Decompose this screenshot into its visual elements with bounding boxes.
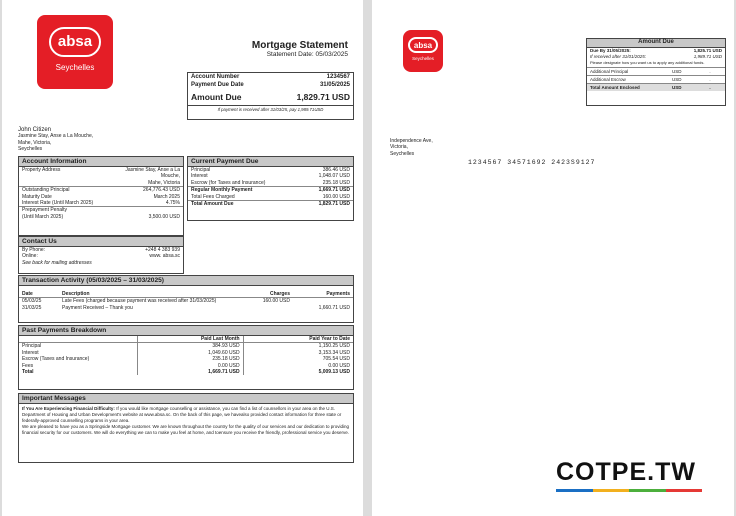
past-payments-heading: Past Payments Breakdown — [19, 326, 353, 336]
logo-wordmark: absa — [408, 37, 438, 53]
past-row-label: Total — [22, 369, 34, 376]
customer-addr-line: Jasmine Stay, Anse a La Mouche, — [18, 133, 94, 140]
coupon-row-value: . — [709, 85, 711, 90]
coupon-row-currency: USD — [672, 77, 682, 82]
property-line: Jasmine Stay, Anse a La — [125, 167, 180, 173]
past-row-ytd: 3,153.34 USD — [243, 350, 353, 356]
account-number: 1234567 — [326, 74, 350, 80]
penalty-label: Prepayment Penalty — [22, 207, 68, 214]
past-row-last: 384.93 USD — [137, 343, 243, 350]
due-date-label: Payment Due Date — [191, 82, 244, 89]
tx-description: Payment Received – Thank you — [62, 304, 133, 311]
account-information-box — [18, 156, 184, 236]
hardship-text: If you would like mortgage counselling or assistance, you can find a list of counsellors in your area on the U.S. Department of Housing and Urban Development's website at www.absa.sc. On the back of this page, we havealso provided contact information for three state or federally-approved counselling programs in your area. — [22, 406, 342, 423]
maturity-label: Maturity Date — [22, 193, 52, 200]
back-addr-line: Victoria, — [390, 144, 408, 151]
online-label: Online: — [22, 253, 38, 260]
amount-due: 1,829.71 USD — [296, 91, 350, 102]
logo-wordmark: absa — [49, 27, 101, 57]
watermark-bar-segment — [629, 489, 666, 492]
tx-description: Late Fees (charged because payment was received after 31/03/2025) — [62, 298, 217, 305]
account-number-label: Account Number — [191, 74, 240, 80]
coupon-heading: Amount Due — [587, 39, 725, 48]
tx-charges — [233, 305, 293, 311]
coupon-row-value: . — [709, 77, 711, 82]
watermark-color-bar — [556, 489, 702, 492]
col-paid-last-month: Paid Last Month — [137, 336, 243, 343]
payment-row-value: 386.46 USD — [322, 167, 350, 173]
late-payment-note: If payment is received after 31/03/25, pay 1,989.71USD — [188, 105, 353, 112]
payment-row-label: Interest — [191, 173, 208, 180]
payment-row-label: Escrow (for Taxes and Insurance) — [191, 179, 266, 186]
past-row-ytd: 0.00 USD — [243, 363, 353, 369]
prepayment-penalty: 3,500.00 USD — [148, 213, 180, 220]
payment-row-value: 160.00 USD — [322, 193, 350, 200]
tx-date: 05/03/25 — [22, 298, 42, 305]
customer-addr-line: Mahe, Victoria, — [18, 139, 52, 146]
watermark-bar-segment — [593, 489, 630, 492]
current-payment-heading: Current Payment Due — [188, 157, 353, 167]
customer-name: John Citizen — [18, 127, 52, 133]
customer-address — [18, 127, 93, 153]
col-paid-ytd: Paid Year to Date — [243, 336, 353, 343]
payment-row-label: Principal — [191, 167, 211, 173]
past-row-last: 1,669.71 USD — [137, 369, 243, 375]
important-messages-box — [18, 393, 354, 463]
past-row-last: 235.18 USD — [137, 356, 243, 362]
past-row-label: Fees — [22, 362, 34, 369]
back-addr-line: Seychelles — [390, 150, 415, 157]
back-addr-line: Independence Ave, — [390, 138, 433, 144]
tx-charges: 160.00 USD — [262, 298, 290, 305]
phone-number[interactable]: +248 4 383 939 — [145, 247, 180, 253]
watermark-bar-segment — [666, 489, 703, 492]
coupon-row — [587, 75, 725, 83]
transaction-activity-box — [18, 275, 354, 323]
absa-logo — [403, 30, 443, 72]
current-payment-row — [188, 200, 353, 207]
payment-row-value: 1,829.71 USD — [318, 201, 350, 208]
current-payment-row — [188, 186, 353, 193]
coupon-row-currency: USD — [672, 85, 682, 90]
payment-row-label: Regular Monthly Payment — [191, 187, 253, 194]
tx-date: 31/03/25 — [22, 304, 42, 311]
property-line: Mouche, — [160, 173, 180, 180]
col-description: Description — [62, 291, 90, 297]
statement-page-front — [2, 0, 363, 516]
phone-label: By Phone: — [22, 247, 46, 253]
maturity-date: March 2025 — [153, 193, 180, 200]
statement-date: Statement Date: 05/03/2025 — [266, 51, 348, 58]
mailing-note: See back for mailing addresses — [22, 259, 92, 266]
tx-payments — [293, 298, 353, 305]
past-row-last: 1,049.60 USD — [137, 350, 243, 356]
hardship-heading: If You Are Experiencing Financial Difficulty: — [22, 406, 115, 411]
transaction-row — [19, 298, 353, 305]
coupon-row — [587, 67, 725, 75]
due-date: 31/05/2025 — [319, 82, 350, 89]
payment-row-label: Total Amount Due — [191, 201, 234, 208]
coupon-due-label: Due By 31/05/2025: — [590, 48, 631, 53]
coupon-note: Please designate how you want us to apply any additional funds. — [590, 60, 705, 65]
past-row-last: 0.00 USD — [137, 363, 243, 369]
contact-box — [18, 236, 184, 274]
coupon-row-label: Additional Principal — [590, 69, 629, 74]
past-payments-box — [18, 325, 354, 390]
past-row-label: Principal — [22, 343, 42, 350]
past-row-ytd: 5,009.13 USD — [243, 369, 353, 375]
payment-row-value: 235.18 USD — [322, 179, 350, 186]
penalty-label: (Until March 2025) — [22, 213, 64, 220]
rate-label: Interest Rate (Until March 2025) — [22, 200, 94, 207]
property-label: Property Address — [22, 167, 61, 173]
website-link[interactable]: www. absa.sc — [149, 253, 180, 260]
past-row-ytd: 705.54 USD — [243, 356, 353, 362]
coupon-late-label: If received after 31/01/2025: — [590, 54, 647, 59]
coupon-due-value: 1,825.71 USD — [693, 48, 722, 53]
payment-row-label: Total Fees Charged — [191, 193, 235, 200]
coupon-row-label: Additional Escrow — [590, 77, 626, 82]
col-charges: Charges — [269, 291, 290, 297]
past-row-ytd: 1,150.25 USD — [243, 343, 353, 350]
customer-addr-line: Seychelles — [18, 146, 43, 153]
payment-row-value: 1,669.71 USD — [318, 187, 350, 194]
col-payments: Payments — [326, 291, 350, 297]
account-info-heading: Account Information — [19, 157, 183, 167]
past-payment-row — [19, 343, 353, 350]
past-payment-row — [19, 369, 353, 375]
watermark-text: COTPE.TW — [556, 458, 696, 486]
principal-label: Outstanding Principal — [22, 187, 70, 194]
back-address — [390, 138, 433, 157]
logo-region: Seychelles — [55, 63, 95, 72]
coupon-late-value: 1,989.71 USD — [693, 54, 722, 59]
payment-coupon — [586, 38, 726, 106]
messages-heading: Important Messages — [19, 394, 353, 404]
statement-page-back — [372, 0, 734, 516]
coupon-row-label: Total Amount Enclosed — [590, 85, 640, 90]
current-payment-box — [187, 156, 354, 221]
coupon-row — [587, 83, 725, 91]
past-payments-table — [19, 336, 353, 375]
tx-payments: 1,660.71 USD — [318, 304, 350, 311]
account-summary-box — [187, 72, 354, 120]
past-row-label: Escrow (Taxes and Insurance) — [22, 356, 90, 363]
statement-title: Mortgage Statement — [251, 40, 348, 51]
property-line: Mahe, Victoria — [148, 179, 180, 186]
col-date: Date — [22, 291, 33, 297]
messages-body — [19, 404, 353, 438]
welcome-text: We are pleased to have you as a Springside Mortgage customer. We are known throughout the country for the quality of our services and our dedication to providing financial security for our customers. We will do everything we can to make you feel at home, and toensure you receive the friendly, professional service you deserve. — [22, 424, 350, 435]
contact-heading: Contact Us — [19, 237, 183, 247]
transactions-table — [19, 291, 353, 311]
property-address — [125, 167, 180, 186]
micr-line: 1234567 34571692 2423S9127 — [468, 159, 596, 166]
coupon-row-currency: USD — [672, 69, 682, 74]
past-row-label: Interest — [22, 349, 39, 356]
interest-rate: 4.75% — [165, 200, 180, 207]
transactions-heading: Transaction Activity (05/03/2025 – 31/03/2025) — [19, 276, 353, 286]
coupon-row-value: . — [709, 69, 711, 74]
absa-logo — [37, 15, 113, 89]
payment-row-value: 1,048.07 USD — [318, 173, 350, 180]
amount-due-label: Amount Due — [191, 91, 242, 102]
transaction-row — [19, 305, 353, 311]
logo-region: Seychelles — [412, 56, 434, 61]
watermark-bar-segment — [556, 489, 593, 492]
outstanding-principal: 264,776.43 USD — [143, 187, 180, 194]
